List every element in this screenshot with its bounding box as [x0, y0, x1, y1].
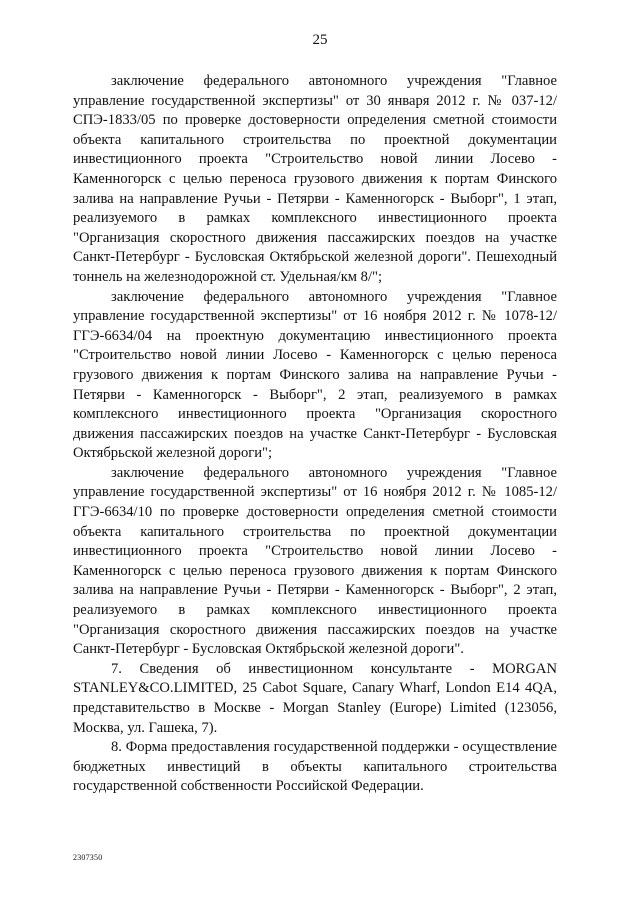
paragraph-conclusion-3: заключение федерального автономного учреждения "Главное управление государственной экспертизы" от 16 ноября 2012 г. № 1085-12/ГГЭ-6634/10 по проверке достоверности определения сметной стоимости объекта капитального строительства по проектной документации инвестиционного проекта "Строительство новой линии Лосево - Каменногорск с целью переноса грузового движения к портам Финского залива на направление Ручьи - Петярви - Каменногорск - Выборг", 2 этап, реализуемого в рамках комплексного инвестиционного проекта "Организация скоростного движения пассажирских поездов на участке Санкт-Петербург - Бусловская Октябрьской железной дороги".: [73, 464, 557, 658]
document-code: 2307350: [73, 853, 103, 862]
paragraph-conclusion-1: заключение федерального автономного учреждения "Главное управление государственной экспертизы" от 30 января 2012 г. № 037-12/СПЭ-1833/05 по проверке достоверности определения сметной стоимости объекта капитального строительства по проектной документации инвестиционного проекта "Строительство новой линии Лосево - Каменногорск с целью переноса грузового движения к портам Финского залива на направление Ручьи - Петярви - Каменногорск - Выборг", 1 этап, реализуемого в рамках комплексного инвестиционного проекта "Организация скоростного движения пассажирских поездов на участке Санкт-Петербург - Бусловская Октябрьской железной дороги". Пешеходный тоннель на железнодорожной ст. Удельная/км 8/";: [73, 73, 557, 285]
paragraph-investment-consultant: 7. Сведения об инвестиционном консультанте - MORGAN STANLEY&CO.LIMITED, 25 Cabot Square, Canary Wharf, London E14 4QA, представительство в Москве - Morgan Stanley (Europe) Limited (123056, Москва, ул. Гашека, 7).: [73, 660, 557, 736]
paragraph-state-support-form: 8. Форма предоставления государственной поддержки - осуществление бюджетных инвестиций в объекты капитального строительства государственной собственности Российской Федерации.: [73, 739, 557, 795]
document-body: [73, 72, 557, 797]
page-number: 25: [312, 32, 328, 48]
paragraph-conclusion-2: заключение федерального автономного учреждения "Главное управление государственной экспертизы" от 16 ноября 2012 г. № 1078-12/ГГЭ-6634/04 на проектную документацию инвестиционного проекта "Строительство новой линии Лосево - Каменногорск с целью переноса грузового движения к портам Финского залива на направление Ручьи - Петярви - Каменногорск - Выборг", 2 этап, реализуемого в рамках комплексного инвестиционного проекта "Организация скоростного движения пассажирских поездов на участке Санкт-Петербург - Бусловская Октябрьской железной дороги";: [73, 288, 557, 462]
